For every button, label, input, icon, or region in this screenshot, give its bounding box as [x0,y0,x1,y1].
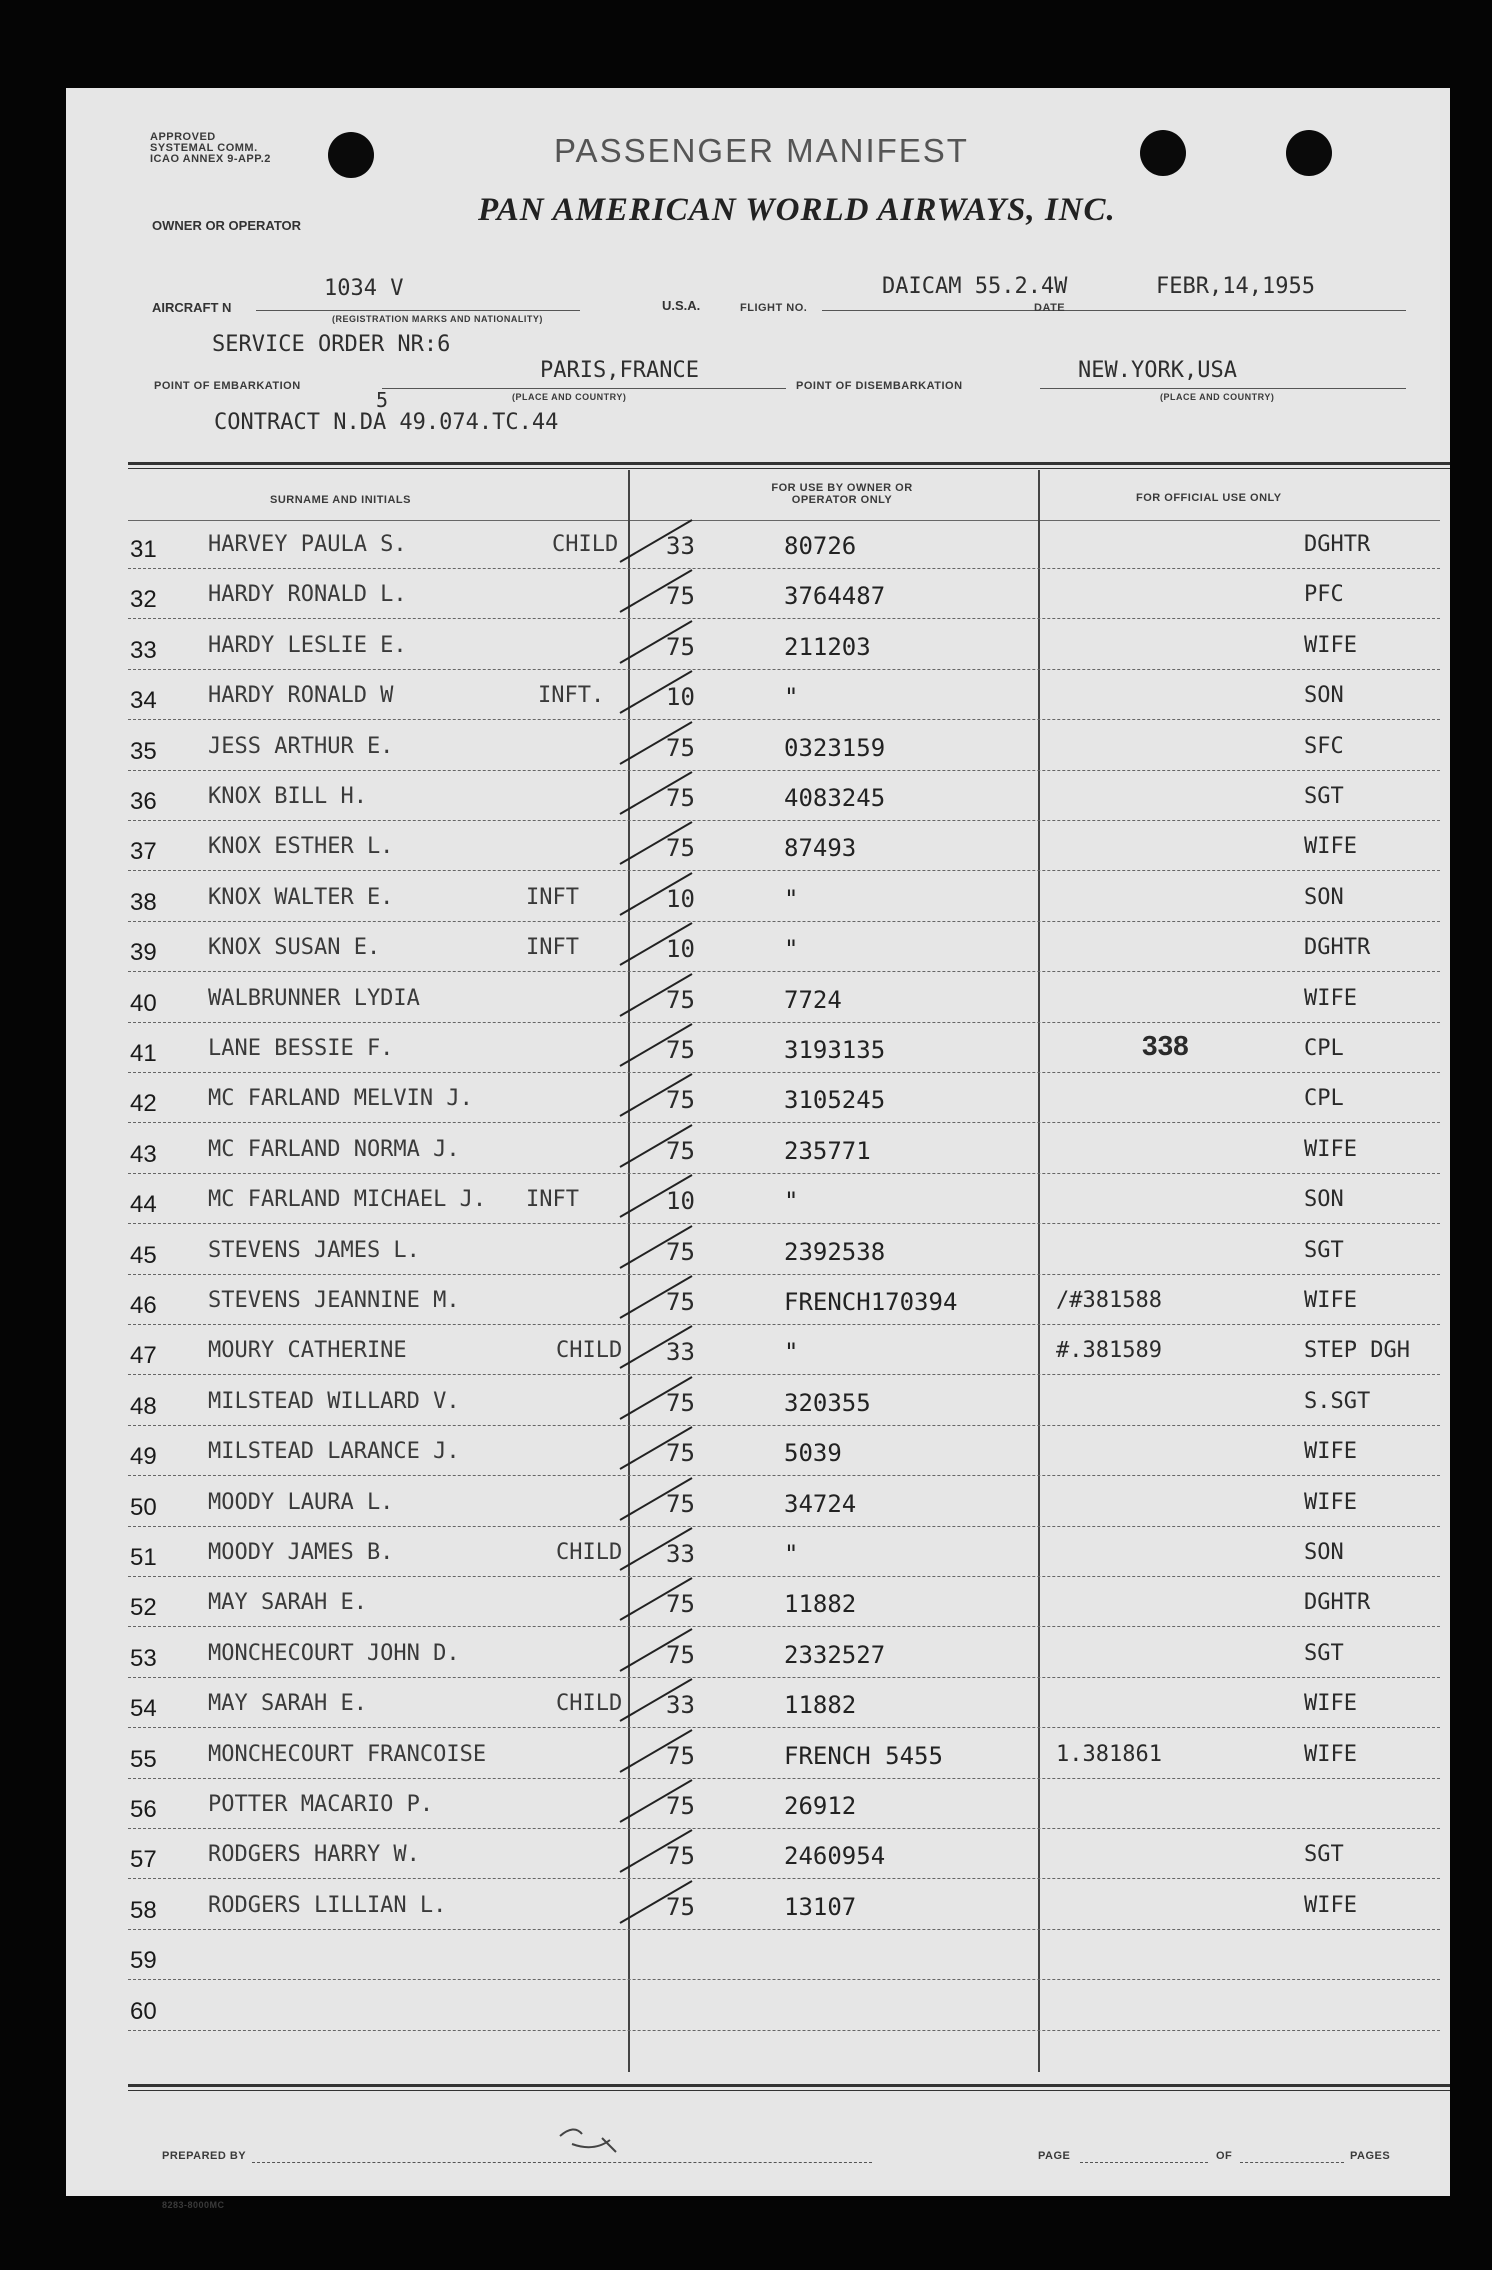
row-number: 44 [130,1191,157,1219]
fare-code: 33 [666,1691,695,1720]
relationship-rank: WIFE [1304,1136,1357,1162]
checkmark-slash [616,516,696,566]
passenger-name: KNOX BILL H. [208,784,367,809]
passenger-category: INFT [526,884,579,910]
fare-code: 75 [666,1136,695,1165]
embark-caption: (PLACE AND COUNTRY) [512,392,627,402]
serial-number: 3105245 [784,1086,886,1115]
row-rule [128,820,1440,821]
passenger-category: INFT [526,1187,579,1213]
serial-number: 87493 [784,834,857,863]
date-value: FEBR,14,1955 [1156,274,1315,299]
fare-code: 10 [666,1187,695,1216]
serial-number: 2392538 [784,1237,886,1266]
row-number: 55 [130,1745,157,1773]
table-row [66,1883,1450,1933]
fare-code: 75 [666,784,695,812]
table-row [66,1379,1450,1429]
serial-number: 2332527 [784,1640,886,1669]
passenger-category: CHILD [556,1338,623,1364]
serial-number: 11882 [784,1691,857,1720]
table-row [66,1076,1450,1126]
row-rule [128,1576,1440,1577]
official-note: #.381589 [1056,1338,1162,1364]
checkmark-slash [616,1776,696,1826]
row-rule [128,1122,1440,1123]
row-rule [128,1979,1440,1980]
checkmark-slash [616,919,696,969]
aircraft-value: 1034 V [324,276,404,301]
checkmark-slash [616,970,696,1020]
of-label: OF [1216,2150,1233,2162]
row-number: 50 [130,1493,157,1521]
row-number: 46 [130,1292,157,1319]
relationship-rank: WIFE [1304,632,1357,658]
table-row [66,925,1450,975]
fare-code: 75 [666,1237,695,1266]
row-number: 54 [130,1695,157,1723]
row-rule [128,770,1440,771]
serial-number: 13107 [784,1892,857,1921]
passenger-name: STEVENS JEANNINE M. [208,1288,460,1313]
row-number: 39 [130,939,157,967]
checkmark-slash [616,617,696,667]
serial-number: " [784,1187,799,1216]
row-number: 49 [130,1443,157,1471]
fare-code: 75 [666,1288,695,1316]
relationship-rank: PFC [1304,582,1344,608]
row-number: 57 [130,1846,157,1874]
row-rule [128,2030,1440,2031]
checkmark-slash [616,1171,696,1221]
fare-code: 75 [666,1640,695,1669]
table-row [66,673,1450,723]
passenger-category: INFT. [538,683,605,709]
passenger-name: WALBRUNNER LYDIA [208,985,420,1011]
col-official-header: FOR OFFICIAL USE ONLY [1136,492,1282,504]
checkmark-slash [616,1272,696,1322]
passenger-category: CHILD [552,532,619,557]
passenger-name: RODGERS LILLIAN L. [208,1892,447,1918]
relationship-rank: SGT [1304,1237,1344,1263]
table-row [66,1026,1450,1076]
row-number: 40 [130,989,157,1017]
date-label: DATE [1034,302,1066,314]
table-row [66,572,1450,622]
passenger-name: KNOX WALTER E. [208,884,394,910]
checkmark-slash [616,1423,696,1473]
passenger-name: MILSTEAD WILLARD V. [208,1388,460,1414]
table-row [66,623,1450,673]
table-row [66,824,1450,874]
fare-code: 75 [666,1439,695,1468]
disembark-label: POINT OF DISEMBARKATION [796,380,963,392]
serial-number: 26912 [784,1792,857,1820]
serial-number: " [784,884,799,913]
pages-label: PAGES [1350,2150,1391,2162]
table-row [66,1984,1450,2034]
row-rule [128,1173,1440,1174]
fare-code: 10 [666,683,695,712]
table-row [66,1530,1450,1580]
checkmark-slash [616,1373,696,1423]
punch-hole [1286,130,1332,176]
passenger-name: HARDY RONALD L. [208,582,407,608]
passenger-name: MOODY LAURA L. [208,1489,394,1515]
passenger-name: MAY SARAH E. [208,1691,367,1717]
punch-hole [1140,130,1186,176]
passenger-name: MOODY JAMES B. [208,1540,394,1565]
row-number: 32 [130,586,157,614]
contract-number: CONTRACT N.DA 49.074.TC.44 [214,410,559,435]
fare-code: 75 [666,1792,695,1820]
fare-code: 75 [666,1741,695,1770]
col-owner-header: FOR USE BY OWNER OR OPERATOR ONLY [771,482,913,506]
relationship-rank: DGHTR [1304,532,1371,557]
row-rule [128,669,1440,670]
col-surname-header: SURNAME AND INITIALS [270,494,411,506]
row-number: 31 [130,536,157,563]
table-row [66,724,1450,774]
serial-number: FRENCH 5455 [784,1741,943,1770]
fare-code: 75 [666,733,695,762]
row-number: 34 [130,687,157,715]
fare-code: 75 [666,1388,695,1417]
passenger-category: CHILD [556,1540,623,1565]
row-number: 60 [130,1997,157,2025]
checkmark-slash [616,1625,696,1675]
passenger-name: KNOX SUSAN E. [208,935,381,961]
relationship-rank: DGHTR [1304,935,1371,961]
service-order: SERVICE ORDER NR:6 [212,332,451,357]
row-number: 38 [130,888,157,916]
relationship-rank: WIFE [1304,834,1357,860]
relationship-rank: SGT [1304,1842,1344,1868]
row-number: 47 [130,1342,157,1370]
fare-code: 33 [666,1540,695,1568]
row-rule [128,1626,1440,1627]
row-rule [128,1072,1440,1073]
table-row [66,1480,1450,1530]
row-number: 59 [130,1947,157,1975]
table-row [66,976,1450,1026]
relationship-rank: SON [1304,683,1344,709]
relationship-rank: SFC [1304,733,1344,759]
serial-number: 0323159 [784,733,886,762]
checkmark-slash [616,1322,696,1372]
table-row [66,1429,1450,1479]
serial-number: 34724 [784,1489,857,1518]
row-rule [128,1274,1440,1275]
checkmark-slash [616,1826,696,1876]
passenger-category: CHILD [556,1691,623,1717]
serial-number: 5039 [784,1439,842,1468]
checkmark-slash [616,1474,696,1524]
table-row [66,1177,1450,1227]
official-note: /#381588 [1056,1288,1162,1313]
flight-value: DAICAM 55.2.4W [882,274,1068,299]
row-rule [128,1223,1440,1224]
row-rule [128,1828,1440,1829]
row-number: 37 [130,838,157,866]
checkmark-slash [616,1726,696,1776]
table-row [66,1631,1450,1681]
checkmark-slash [616,566,696,616]
relationship-rank: WIFE [1304,1489,1357,1515]
flight-label: FLIGHT NO. [740,302,808,314]
table-row [66,1832,1450,1882]
serial-number: 2460954 [784,1842,886,1871]
passenger-name: MC FARLAND MICHAEL J. [208,1187,487,1213]
passenger-name: KNOX ESTHER L. [208,834,394,860]
checkmark-slash [616,1070,696,1120]
document-title: PASSENGER MANIFEST [554,132,969,169]
contract-superscript: 5 [376,388,389,412]
fare-code: 10 [666,935,695,964]
table-row [66,1278,1450,1328]
passenger-name: MOURY CATHERINE [208,1338,407,1364]
row-rule [128,921,1440,922]
relationship-rank: SON [1304,1187,1344,1213]
relationship-rank: SON [1304,884,1344,910]
table-row [66,1732,1450,1782]
punch-hole [328,132,374,178]
passenger-name: JESS ARTHUR E. [208,733,394,759]
serial-number: 3193135 [784,1036,886,1064]
row-number: 42 [130,1090,157,1118]
row-number: 53 [130,1644,157,1672]
serial-number: 320355 [784,1388,871,1417]
usa-label: U.S.A. [662,298,701,313]
passenger-name: MONCHECOURT FRANCOISE [208,1741,487,1767]
passenger-name: POTTER MACARIO P. [208,1792,434,1817]
relationship-rank: WIFE [1304,1439,1357,1465]
owner-label: OWNER OR OPERATOR [152,218,302,233]
table-row [66,522,1450,572]
fare-code: 75 [666,1842,695,1871]
serial-number: " [784,683,799,712]
checkmark-slash [616,1222,696,1272]
row-rule [128,870,1440,871]
row-rule [128,1425,1440,1426]
relationship-rank: CPL [1304,1086,1344,1112]
passenger-name: MONCHECOURT JOHN D. [208,1640,460,1666]
serial-number: FRENCH170394 [784,1288,958,1316]
fare-code: 75 [666,1036,695,1064]
fare-code: 75 [666,582,695,611]
relationship-rank: SGT [1304,784,1344,809]
row-rule [128,1677,1440,1678]
serial-number: 7724 [784,985,842,1014]
approved-stamp: APPROVED SYSTEMAL COMM. ICAO ANNEX 9-APP.2 [150,131,271,165]
row-number: 36 [130,788,157,815]
table-row [66,774,1450,824]
row-number: 43 [130,1140,157,1168]
row-number: 33 [130,636,157,664]
disembark-value: NEW.YORK,USA [1078,358,1237,383]
row-rule [128,568,1440,569]
passenger-name: MC FARLAND MELVIN J. [208,1086,473,1112]
table-row [66,1328,1450,1378]
relationship-rank: CPL [1304,1036,1344,1061]
row-rule [128,1324,1440,1325]
checkmark-slash [616,1675,696,1725]
table-row [66,1681,1450,1731]
registration-caption: (REGISTRATION MARKS AND NATIONALITY) [332,314,543,324]
checkmark-slash [616,1020,696,1070]
passenger-name: RODGERS HARRY W. [208,1842,420,1868]
passenger-name: HARDY RONALD W [208,683,394,709]
row-rule [128,1778,1440,1779]
serial-number: " [784,1540,799,1568]
row-rule [128,1475,1440,1476]
checkmark-slash [616,768,696,818]
row-number: 35 [130,737,157,765]
manifest-sheet [66,88,1450,2210]
passenger-name: STEVENS JAMES L. [208,1237,420,1263]
operator-name: PAN AMERICAN WORLD AIRWAYS, INC. [478,192,1116,228]
table-row [66,1228,1450,1278]
fare-code: 75 [666,1086,695,1115]
relationship-rank: S.SGT [1304,1388,1371,1414]
row-rule [128,719,1440,720]
row-rule [128,1727,1440,1728]
relationship-rank: WIFE [1304,1691,1357,1717]
passenger-category: INFT [526,935,579,961]
table-row [66,1933,1450,1983]
serial-number: 80726 [784,532,857,560]
fare-code: 75 [666,1590,695,1619]
checkmark-slash [616,818,696,868]
relationship-rank: WIFE [1304,1741,1357,1767]
checkmark-slash [616,869,696,919]
row-rule [128,1929,1440,1930]
checkmark-slash [616,1877,696,1927]
serial-number: 4083245 [784,784,886,812]
serial-number: 211203 [784,632,871,661]
serial-number: 3764487 [784,582,886,611]
row-number: 52 [130,1594,157,1622]
serial-number: " [784,1338,799,1367]
fare-code: 75 [666,1489,695,1518]
serial-number: 235771 [784,1136,871,1165]
disembark-caption: (PLACE AND COUNTRY) [1160,392,1275,402]
table-row [66,1127,1450,1177]
row-rule [128,1374,1440,1375]
fare-code: 33 [666,532,695,560]
relationship-rank: WIFE [1304,1288,1357,1313]
passenger-name: HARVEY PAULA S. [208,532,407,557]
serial-number: " [784,935,799,964]
prepared-label: PREPARED BY [162,2150,247,2162]
form-number: 8283-8000MC [162,2200,225,2210]
row-number: 45 [130,1241,157,1269]
row-rule [128,1526,1440,1527]
row-number: 48 [130,1392,157,1420]
row-rule [128,1022,1440,1023]
passenger-name: MC FARLAND NORMA J. [208,1136,460,1162]
official-note: 338 [1142,1030,1189,1061]
fare-code: 75 [666,985,695,1014]
row-number: 41 [130,1040,157,1067]
checkmark-slash [616,718,696,768]
checkmark-slash [616,1524,696,1574]
passenger-name: MILSTEAD LARANCE J. [208,1439,460,1465]
embark-value: PARIS,FRANCE [540,358,699,383]
fare-code: 75 [666,1892,695,1921]
fare-code: 33 [666,1338,695,1367]
row-rule [128,1878,1440,1879]
checkmark-slash [616,1574,696,1624]
row-rule [128,618,1440,619]
relationship-rank: STEP DGH [1304,1338,1410,1364]
checkmark-slash [616,667,696,717]
fare-code: 75 [666,834,695,863]
relationship-rank: SGT [1304,1640,1344,1666]
signature-mark [554,2122,634,2162]
fare-code: 75 [666,632,695,661]
row-number: 56 [130,1796,157,1823]
table-row [66,1782,1450,1832]
embark-label: POINT OF EMBARKATION [154,380,301,392]
relationship-rank: WIFE [1304,1892,1357,1918]
passenger-name: HARDY LESLIE E. [208,632,407,658]
relationship-rank: DGHTR [1304,1590,1371,1616]
passenger-name: MAY SARAH E. [208,1590,367,1616]
fare-code: 10 [666,884,695,913]
passenger-name: LANE BESSIE F. [208,1036,394,1061]
table-row [66,1580,1450,1630]
page-label: PAGE [1038,2150,1071,2162]
relationship-rank: WIFE [1304,985,1357,1011]
checkmark-slash [616,1121,696,1171]
row-number: 58 [130,1896,157,1924]
row-rule [128,971,1440,972]
relationship-rank: SON [1304,1540,1344,1565]
aircraft-label: AIRCRAFT N [152,300,232,315]
official-note: 1.381861 [1056,1741,1162,1767]
row-number: 51 [130,1544,157,1571]
serial-number: 11882 [784,1590,857,1619]
table-row [66,875,1450,925]
